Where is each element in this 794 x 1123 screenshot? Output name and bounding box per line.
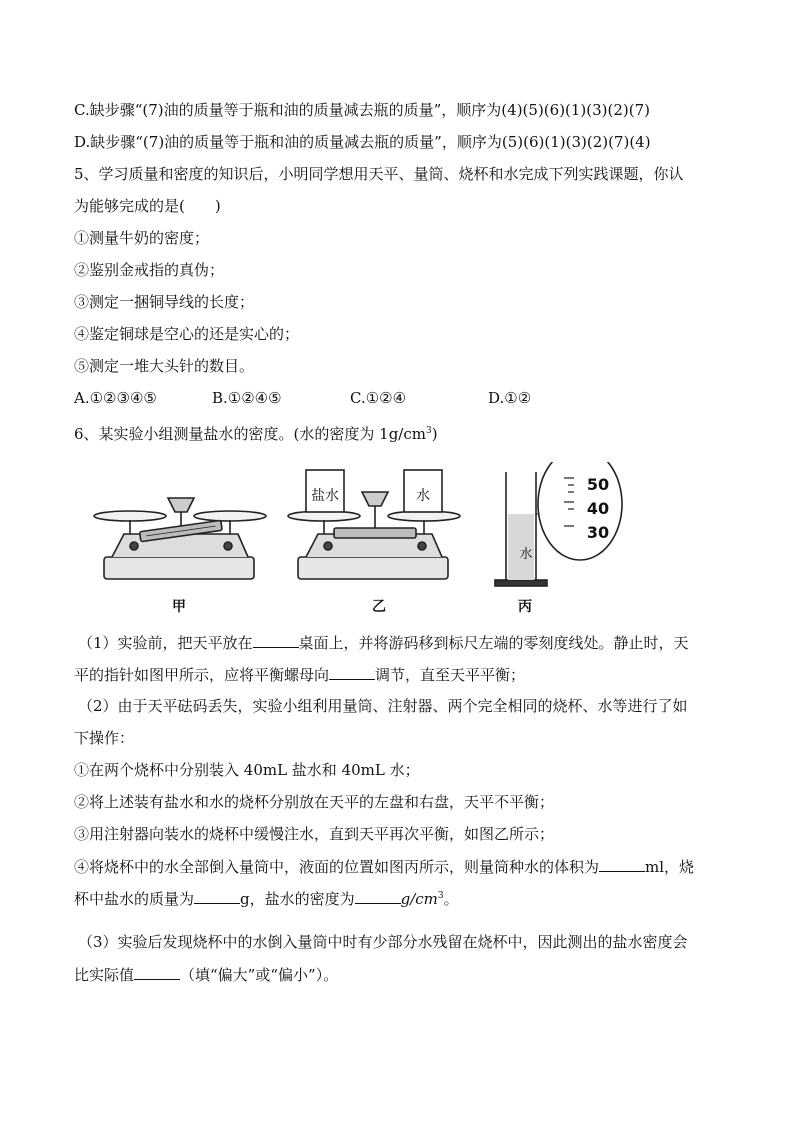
beaker-salt-label: 盐水 (311, 488, 339, 504)
option-a: A.①②③④⑤ (74, 389, 157, 407)
step-4-density-text: g，盐水的密度为 (240, 890, 355, 908)
balance-jia (94, 498, 266, 579)
part-2-line-1: （2）由于天平砝码丢失，实验小组利用量筒、注射器、两个完全相同的烧杯、水等进行了如 (78, 697, 688, 715)
question-6-title (74, 424, 438, 444)
answer-blank-density[interactable] (355, 888, 401, 904)
step-2: ②将上述装有盐水和水的烧杯分别放在天平的左盘和右盘，天平不平衡； (74, 793, 555, 811)
balance-yi (288, 470, 460, 579)
option-b: B.①②④⑤ (212, 389, 282, 407)
density-unit: g/cm (400, 890, 438, 908)
beaker-water-label: 水 (416, 488, 430, 504)
step-3: ③用注射器向装水的烧杯中缓慢注水，直到天平再次平衡，如图乙所示； (74, 825, 555, 843)
density-unit-superscript: 3 (437, 891, 444, 901)
part-1-text-b: 桌面上，并将游码移到标尺左端的零刻度线处。静止时，天 (298, 634, 689, 652)
answer-blank-direction[interactable] (329, 664, 375, 680)
answer-blank-surface[interactable] (253, 632, 299, 648)
part-1-text-d: 调节，直至天平平衡； (375, 666, 526, 684)
step-1: ①在两个烧杯中分别装入 40mL 盐水和 40mL 水； (74, 761, 420, 779)
part-1-line-1 (78, 632, 689, 653)
part-3-line-1: （3）实验后发现烧杯中的水倒入量筒中时有少部分水残留在烧杯中，因此测出的盐水密度会 (78, 933, 688, 951)
step-4-text: ④将烧杯中的水全部倒入量筒中，液面的位置如图丙所示，则量筒种水的体积为 (74, 858, 600, 876)
question-5-line-2: 为能够完成的是( ) (74, 197, 221, 215)
step-4 (74, 856, 694, 877)
item-4: ④鉴定铜球是空心的还是实心的； (74, 325, 300, 343)
part-3-text-b: （填“偏大”或“偏小”）。 (180, 966, 339, 984)
option-d-line: D.缺步骤“(7)油的质量等于瓶和油的质量减去瓶的质量”，顺序为(5)(6)(1)(3)(2)(7)(4) (74, 133, 651, 151)
part-2-line-2: 下操作： (74, 729, 135, 747)
item-1: ①测量牛奶的密度； (74, 229, 210, 247)
part-1-text-c: 平的指针如图甲所示，应将平衡螺母向 (74, 666, 330, 684)
item-2: ②鉴别金戒指的真伪； (74, 261, 225, 279)
question-5-line-1: 5、学习质量和密度的知识后，小明同学想用天平、量筒、烧杯和水完成下列实践课题，你认 (74, 165, 684, 183)
step-4-line-2 (74, 888, 459, 909)
answer-blank-mass[interactable] (194, 888, 240, 904)
option-c-line: C.缺步骤“(7)油的质量等于瓶和油的质量减去瓶的质量”，顺序为(4)(5)(6)(1)(3)(2)(7) (74, 101, 651, 119)
part-1-line-2 (74, 664, 525, 685)
caption-bing: 丙 (518, 599, 532, 615)
option-c: C.①②④ (350, 389, 407, 407)
part-3-line-2 (74, 964, 338, 985)
step-4-mass-text: 杯中盐水的质量为 (74, 890, 195, 908)
caption-jia: 甲 (172, 599, 186, 615)
cylinder-water-label: 水 (519, 547, 533, 562)
scale-label-50: 50 (586, 475, 610, 494)
unit-superscript: 3 (426, 426, 432, 436)
caption-yi: 乙 (372, 599, 386, 615)
scale-label-30: 30 (586, 523, 610, 542)
item-5: ⑤测定一堆大头针的数目。 (74, 357, 255, 375)
item-3: ③测定一捆铜导线的长度； (74, 293, 255, 311)
part-1-text-a: （1）实验前，把天平放在 (78, 634, 253, 652)
question-6-text: 6、某实验小组测量盐水的密度。(水的密度为 1g/cm (74, 425, 426, 443)
question-6-end: ) (431, 425, 438, 443)
question-5-options (74, 388, 531, 408)
scale-label-40: 40 (586, 499, 610, 518)
answer-blank-volume[interactable] (599, 856, 645, 872)
part-3-text-a: 比实际值 (74, 966, 135, 984)
step-4-unit: ml，烧 (645, 858, 695, 876)
answer-blank-bias[interactable] (134, 964, 180, 980)
option-d: D.①② (488, 389, 532, 407)
step-4-end: 。 (443, 890, 459, 908)
